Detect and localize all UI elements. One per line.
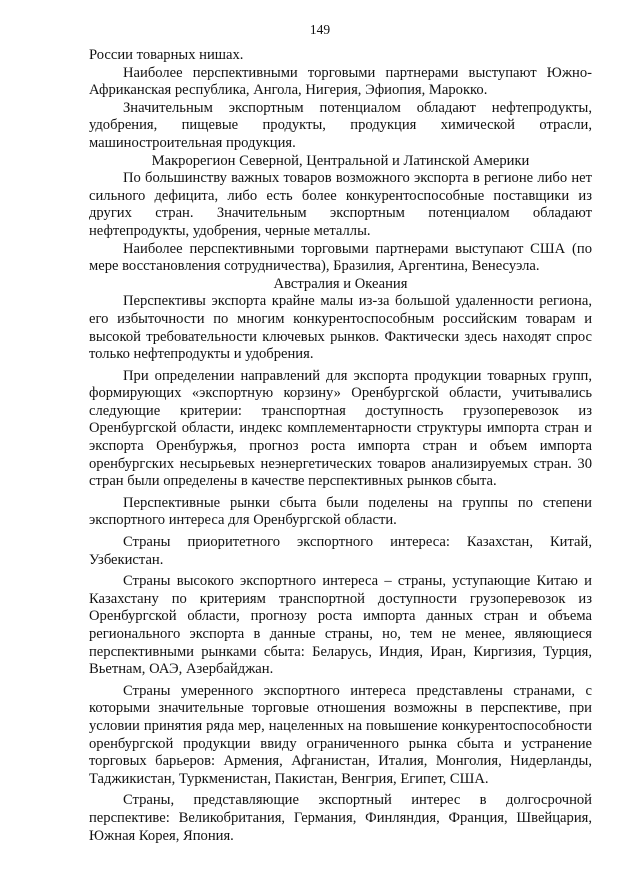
paragraph: Перспективы экспорта крайне малы из-за большой удаленности региона, его избыточности по многим конкурентоспособным российским товарам и высокой требовательности ключевых рынков. Фактически здесь находят спрос только нефтепродукты и удобрения. [89, 293, 592, 363]
page-number: 149 [309, 22, 331, 37]
paragraph: Наиболее перспективными торговыми партнерами выступают Южно-Африканская республика, Ангола, Нигерия, Эфиопия, Марокко. [89, 64, 592, 99]
paragraph: Страны высокого экспортного интереса – страны, уступающие Китаю и Казахстану по критериям транспортной доступности грузоперевозок из Оренбургской области, прогнозу роста импорта данных стран и объема регионального экспорта в данные страны, но, тем не менее, являющиеся перспективными рынками сбыта: Беларусь, Индия, Иран, Киргизия, Турция, Вьетнам, ОАЭ, Азербайджан. [89, 573, 592, 678]
paragraph: Перспективные рынки сбыта были поделены на группы по степени экспортного интереса для Оренбургской области. [89, 494, 592, 529]
section-heading: Макрорегион Северной, Центральной и Латинской Америки [151, 152, 530, 169]
section-heading: Австралия и Океания [273, 275, 408, 292]
text-body [89, 47, 592, 845]
paragraph: По большинству важных товаров возможного экспорта в регионе либо нет сильного дефицита, либо есть более конкурентоспособные поставщики из других стран. Значительным экспортным потенциалом обладают нефтепродукты, удобрения, черные металлы. [89, 170, 592, 239]
paragraph: Значительным экспортным потенциалом обладают нефтепродукты, удобрения, пищевые продукты, продукция химической отрасли, машиностроительная продукция. [89, 99, 592, 151]
paragraph: Страны приоритетного экспортного интереса: Казахстан, Китай, Узбекистан. [89, 534, 592, 568]
paragraph: Наиболее перспективными торговыми партнерами выступают США (по мере восстановления сотрудничества), Бразилия, Аргентина, Венесуэла. [89, 240, 592, 275]
paragraph: России товарных нишах. [89, 47, 244, 63]
paragraph: Страны, представляющие экспортный интерес в долгосрочной перспективе: Великобритания, Германия, Финляндия, Франция, Швейцария, Южная Корея, Япония. [89, 792, 592, 844]
paragraph: При определении направлений для экспорта продукции товарных групп, формирующих «экспортную корзину» Оренбургской области, учитывались следующие критерии: транспортная доступность грузоперевозок из Оренбургской области, индекс комплементарности структуры импорта стран и экспорта Оренбуржья, прогноз роста импорта стран и объем импорта оренбургских несырьевых неэнергетических товаров анализируемых стран. 30 стран были определены в качестве перспективных рынков сбыта. [89, 367, 592, 490]
paragraph: Страны умеренного экспортного интереса представлены странами, с которыми значительные торговые отношения возможны в перспективе, при условии принятия ряда мер, нацеленных на повышение конкурентоспособности оренбургской продукции ввиду ограниченного рынка сбыта и устранение торговых барьеров: Армения, Афганистан, Италия, Монголия, Нидерланды, Таджикистан, Туркменистан, Пакистан, Венгрия, Египет, США. [89, 682, 592, 787]
